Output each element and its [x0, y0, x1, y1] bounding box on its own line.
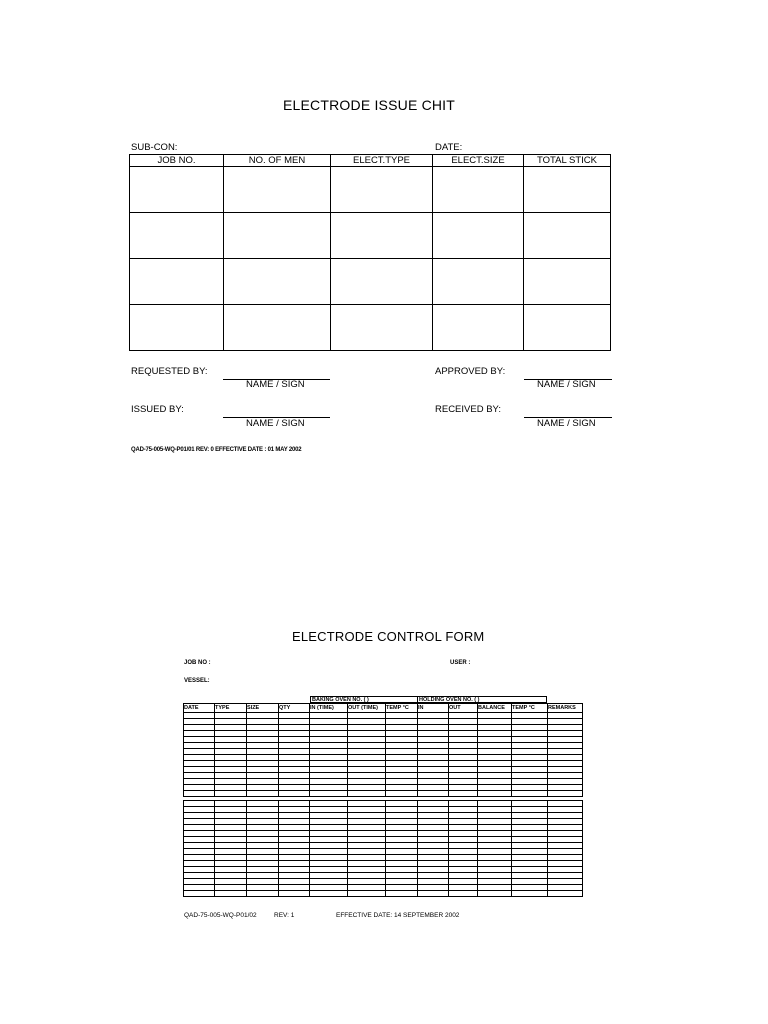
date-label: DATE:: [435, 142, 463, 153]
cell[interactable]: [548, 791, 583, 797]
table-row: [130, 213, 611, 259]
table-row: [184, 791, 583, 797]
issued-by-label: ISSUED BY:: [131, 404, 184, 415]
cell[interactable]: [418, 791, 449, 797]
cell[interactable]: [331, 259, 433, 305]
chit-title: ELECTRODE ISSUE CHIT: [283, 97, 456, 113]
table-row: [130, 259, 611, 305]
col-size: SIZE: [247, 704, 279, 713]
cell[interactable]: [449, 891, 478, 897]
cell[interactable]: [386, 791, 418, 797]
issue-chit-table: [129, 154, 611, 351]
control-title: ELECTRODE CONTROL FORM: [292, 629, 485, 644]
cell[interactable]: [130, 167, 224, 213]
chit-header-row: [130, 155, 611, 167]
col-job-no: JOB NO.: [130, 155, 224, 167]
cell[interactable]: [279, 791, 310, 797]
col-no-of-men: NO. OF MEN: [224, 155, 331, 167]
cell[interactable]: [478, 791, 512, 797]
table-row: [130, 305, 611, 351]
control-header-row: [184, 704, 583, 713]
cell[interactable]: [184, 891, 215, 897]
cell[interactable]: [247, 791, 279, 797]
received-name-sign: NAME / SIGN: [537, 418, 596, 429]
col-temp-baking: TEMP °C: [386, 704, 418, 713]
job-no-label: JOB NO :: [184, 660, 211, 666]
received-by-label: RECEIVED BY:: [435, 404, 501, 415]
cell[interactable]: [449, 791, 478, 797]
cell[interactable]: [224, 259, 331, 305]
cell[interactable]: [310, 791, 348, 797]
cell[interactable]: [433, 259, 524, 305]
requested-name-sign: NAME / SIGN: [246, 379, 305, 390]
col-date: DATE: [184, 704, 215, 713]
col-elect-type: ELECT.TYPE: [331, 155, 433, 167]
holding-oven-header: HOLDING OVEN NO. ( ): [417, 696, 547, 703]
col-qty: QTY: [279, 704, 310, 713]
control-footer-doc: QAD-75-005-WQ-P01/02: [184, 912, 257, 919]
cell[interactable]: [215, 791, 247, 797]
cell[interactable]: [386, 891, 418, 897]
cell[interactable]: [433, 305, 524, 351]
cell[interactable]: [215, 891, 247, 897]
issued-name-sign: NAME / SIGN: [246, 418, 305, 429]
approved-by-label: APPROVED BY:: [435, 366, 506, 377]
cell[interactable]: [478, 891, 512, 897]
control-footer-date: EFFECTIVE DATE: 14 SEPTEMBER 2002: [336, 912, 460, 919]
vessel-label: VESSEL:: [184, 678, 210, 684]
cell[interactable]: [433, 213, 524, 259]
col-out-time: OUT (TIME): [348, 704, 386, 713]
control-table-lower: [183, 800, 583, 897]
col-in: IN: [418, 704, 449, 713]
user-label: USER :: [450, 660, 471, 666]
table-row: [130, 167, 611, 213]
cell[interactable]: [184, 791, 215, 797]
cell[interactable]: [130, 259, 224, 305]
cell[interactable]: [524, 259, 611, 305]
cell[interactable]: [512, 791, 548, 797]
cell[interactable]: [524, 213, 611, 259]
cell[interactable]: [348, 791, 386, 797]
cell[interactable]: [224, 305, 331, 351]
col-elect-size: ELECT.SIZE: [433, 155, 524, 167]
cell[interactable]: [310, 891, 348, 897]
col-in-time: IN (TIME): [310, 704, 348, 713]
col-out: OUT: [449, 704, 478, 713]
cell[interactable]: [524, 167, 611, 213]
col-temp-holding: TEMP °C: [512, 704, 548, 713]
cell[interactable]: [130, 305, 224, 351]
cell[interactable]: [348, 891, 386, 897]
col-type: TYPE: [215, 704, 247, 713]
table-row: [184, 891, 583, 897]
col-total-stick: TOTAL STICK: [524, 155, 611, 167]
approved-name-sign: NAME / SIGN: [537, 379, 596, 390]
chit-footer: QAD-75-005-WQ-P01/01 REV: 0 EFFECTIVE DATE : 01 MAY 2002: [131, 447, 302, 453]
subcon-label: SUB-CON:: [131, 142, 178, 153]
cell[interactable]: [331, 305, 433, 351]
cell[interactable]: [548, 891, 583, 897]
cell[interactable]: [331, 167, 433, 213]
requested-by-label: REQUESTED BY:: [131, 366, 208, 377]
cell[interactable]: [418, 891, 449, 897]
cell[interactable]: [247, 891, 279, 897]
cell[interactable]: [224, 213, 331, 259]
cell[interactable]: [279, 891, 310, 897]
cell[interactable]: [331, 213, 433, 259]
cell[interactable]: [512, 891, 548, 897]
col-balance: BALANCE: [478, 704, 512, 713]
col-remarks: REMARKS: [548, 704, 583, 713]
cell[interactable]: [224, 167, 331, 213]
baking-oven-header: BAKING OVEN NO. ( ): [310, 696, 418, 703]
control-table-upper: [183, 703, 583, 797]
cell[interactable]: [130, 213, 224, 259]
cell[interactable]: [433, 167, 524, 213]
cell[interactable]: [524, 305, 611, 351]
control-footer-rev: REV: 1: [274, 912, 295, 919]
